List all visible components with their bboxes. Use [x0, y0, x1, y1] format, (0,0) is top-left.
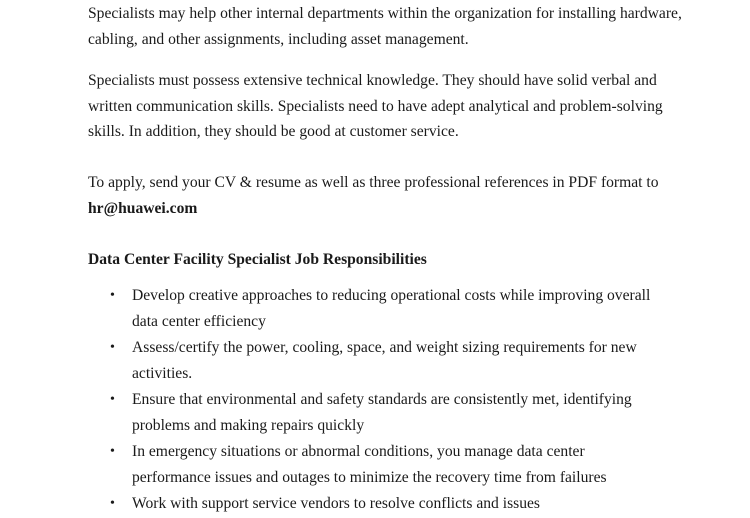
list-item [0, 491, 660, 517]
paragraph-apply [88, 170, 688, 221]
list-item [0, 387, 660, 438]
list-item-text: Assess/certify the power, cooling, space, and weight sizing requirements for new activities. [132, 339, 637, 382]
bullet-icon: • [110, 288, 115, 303]
apply-email: hr@huawei.com [88, 199, 198, 217]
bullet-icon: • [110, 392, 115, 407]
paragraph-internal-help: Specialists may help other internal departments within the organization for installing hardware, cabling, and other assignments, including asset management. [88, 5, 682, 48]
list-item-text: Work with support service vendors to resolve conflicts and issues [132, 495, 540, 512]
list-item [0, 335, 660, 386]
bullet-icon: • [110, 496, 115, 511]
apply-text: To apply, send your CV & resume as well as three professional references in PDF format to [88, 174, 659, 191]
list-item [0, 439, 660, 490]
list-item-text: Develop creative approaches to reducing operational costs while improving overall data center efficiency [132, 287, 651, 330]
list-item [0, 283, 660, 334]
responsibilities-heading: Data Center Facility Specialist Job Responsibilities [88, 251, 427, 268]
paragraph-skills: Specialists must possess extensive technical knowledge. They should have solid verbal and written communication skills. Specialists need to have adept analytical and problem-solving skills. In addition, they should be good at customer service. [88, 72, 663, 140]
bullet-icon: • [110, 340, 115, 355]
list-item-text: Ensure that environmental and safety standards are consistently met, identifying problems and making repairs quickly [132, 391, 632, 434]
responsibilities-list [0, 283, 750, 518]
list-item-text: In emergency situations or abnormal conditions, you manage data center performance issues and outages to minimize the recovery time from failures [132, 443, 607, 486]
bullet-icon: • [110, 444, 115, 459]
